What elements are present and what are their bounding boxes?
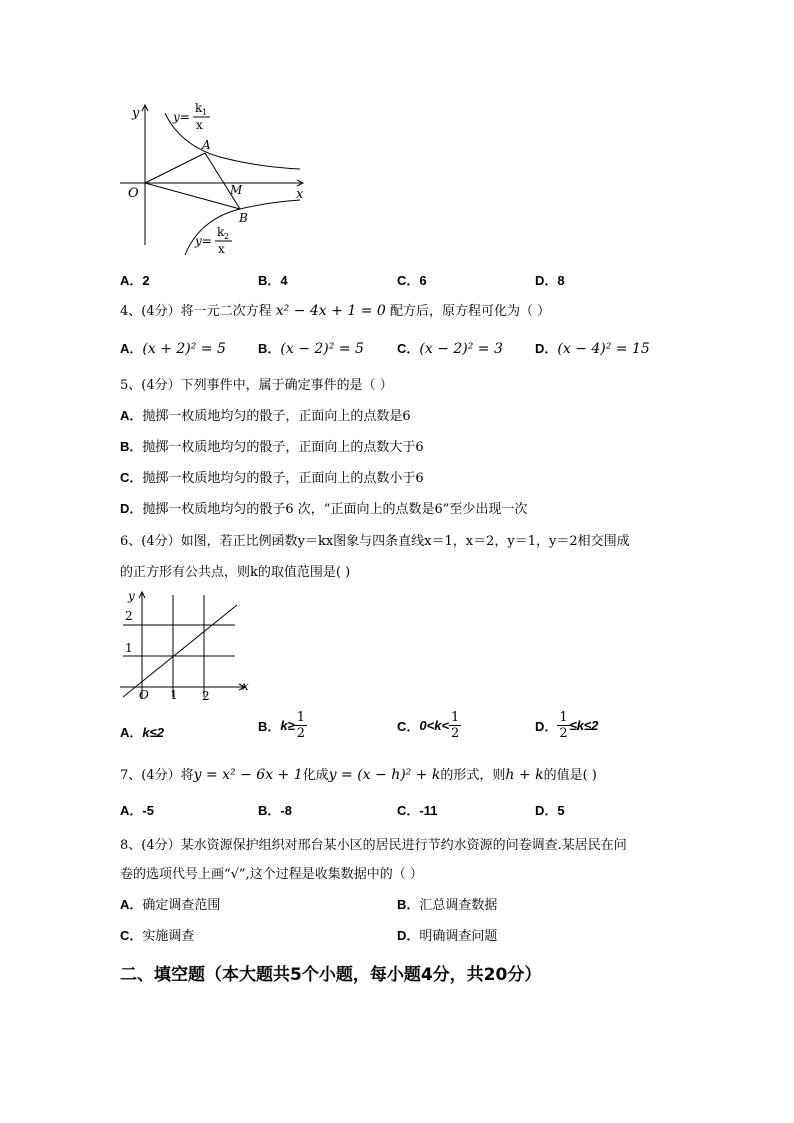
fig1-eq2-num: k (217, 225, 225, 239)
grid-tick-x2: 2 (202, 689, 210, 703)
q6-option-c[interactable]: C．0<k< $\frac{1}{2}$ (397, 710, 460, 741)
hyperbola-figure (120, 95, 320, 260)
q7-option-b[interactable]: B．-8 (258, 803, 292, 818)
q8-option-b[interactable]: B．汇总调查数据 (397, 897, 498, 913)
q5-option-d[interactable]: D．抛掷一枚质地均匀的骰子6 次，“正面向上的点数是6”至少出现一次 (120, 501, 528, 517)
grid-origin-label: O (139, 688, 149, 702)
square-grid-figure (115, 587, 255, 707)
q7-option-c[interactable]: C．-11 (397, 803, 438, 818)
q4-option-c[interactable]: C．(x − 2)² = 3 (397, 341, 503, 357)
fig1-x-label: x (296, 187, 304, 202)
q6-option-d[interactable]: D． $\frac{1}{2}$ ≤k≤2 (535, 710, 599, 741)
q3-option-a[interactable]: A．2 (120, 273, 150, 288)
q6-b-fraction: $\frac{1}{2}$ (296, 710, 306, 741)
q6-stem-line1: 6、(4分）如图，若正比例函数y＝kx图象与四条直线x＝1，x＝2，y＝1，y＝2相交围成 (120, 534, 630, 549)
fig1-eq2-den: x (218, 242, 225, 256)
section-heading-fill-in: 二、填空题（本大题共5个小题，每小题4分，共20分） (120, 965, 542, 985)
q7-option-d[interactable]: D．5 (535, 803, 565, 818)
grid-tick-x1: 1 (170, 688, 178, 702)
fig1-eq2-lhs: y= (195, 234, 212, 248)
q8-option-d[interactable]: D．明确调查问题 (397, 928, 498, 944)
q3-option-b[interactable]: B．4 (258, 273, 288, 288)
q4-option-a[interactable]: A．(x + 2)² = 5 (120, 341, 226, 357)
q7-expr1: y = x² − 6x + 1 (193, 767, 303, 783)
q6-d-fraction: $\frac{1}{2}$ (559, 710, 568, 741)
q8-stem-line1: 8、(4分）某水资源保护组织对邢台某小区的居民进行节约水资源的问卷调查.某居民在问 (120, 838, 627, 853)
q8-option-c[interactable]: C．实施调查 (120, 928, 195, 944)
q5-option-a[interactable]: A．抛掷一枚质地均匀的骰子，正面向上的点数是6 (120, 408, 411, 424)
fig1-y-label: y (132, 106, 140, 121)
fig1-point-a: A (202, 138, 211, 152)
grid-y-label: y (128, 589, 135, 603)
q4-equation: x² − 4x + 1 = 0 (275, 303, 386, 319)
q5-option-c[interactable]: C．抛掷一枚质地均匀的骰子，正面向上的点数小于6 (120, 470, 424, 486)
fig1-eq1-num: k (195, 101, 203, 115)
fig1-eq1-sub: 1 (202, 108, 208, 117)
q5-option-b[interactable]: B．抛掷一枚质地均匀的骰子，正面向上的点数大于6 (120, 439, 424, 455)
q7-expr3: h + k (505, 767, 544, 783)
q8-option-a[interactable]: A．确定调查范围 (120, 897, 221, 913)
q7-expr2: y = (x − h)² + k (328, 767, 441, 783)
q6-option-a[interactable]: A．k≤2 (120, 725, 164, 740)
q4-stem: 4、(4分）将一元二次方程 x² − 4x + 1 = 0 配方后，原方程可化为（ ） (120, 303, 551, 319)
q4-option-b[interactable]: B．(x − 2)² = 5 (258, 341, 364, 357)
q8-stem-line2: 卷的选项代号上画“√”,这个过程是收集数据中的（ ） (120, 867, 423, 882)
q3-option-d[interactable]: D．8 (535, 273, 565, 288)
fig1-eq1-den: x (196, 118, 203, 132)
q4-option-d[interactable]: D．(x − 4)² = 15 (535, 341, 650, 357)
q6-c-fraction: $\frac{1}{2}$ (451, 710, 460, 741)
fig1-origin-label: O (128, 186, 139, 201)
q6-stem-line2: 的正方形有公共点，则k的取值范围是( ) (120, 565, 351, 580)
q7-option-a[interactable]: A．-5 (120, 803, 154, 818)
q7-stem: 7、(4分）将y = x² − 6x + 1化成y = (x − h)² + k的形式，则h + k的值是( ) (120, 767, 597, 783)
fig1-point-b: B (239, 211, 248, 225)
grid-tick-y1: 1 (125, 641, 133, 655)
q6-option-b[interactable]: B．k≥ $\frac{1}{2}$ (258, 710, 306, 741)
grid-tick-y2: 2 (125, 609, 133, 623)
fig1-eq1-lhs: y= (173, 110, 190, 124)
q5-stem: 5、(4分）下列事件中，属于确定事件的是（ ） (120, 378, 393, 393)
grid-x-label: x (242, 679, 249, 693)
q3-option-c[interactable]: C．6 (397, 273, 427, 288)
fig1-point-m: M (230, 183, 243, 197)
fig1-eq2-sub: 2 (224, 232, 230, 241)
